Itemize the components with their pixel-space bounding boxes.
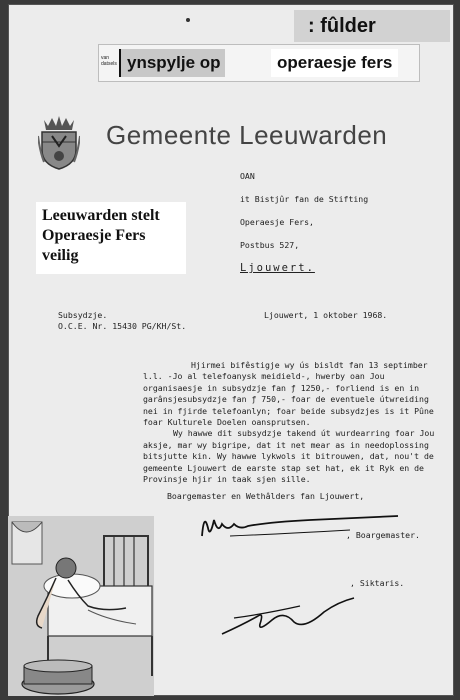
recipient-address bbox=[240, 170, 440, 285]
address-line4: Postbus 527, bbox=[240, 240, 300, 250]
address-line2: it Bistjûr fan de Stifting bbox=[240, 194, 369, 204]
letter-date: Ljouwert, 1 oktober 1968. bbox=[264, 310, 388, 320]
reference-block bbox=[58, 310, 218, 332]
clipping-headline-part2: operaesje fers bbox=[271, 49, 398, 77]
mayor-role: , Boargemaster. bbox=[346, 530, 420, 540]
side-headline-line2: Operaesje Fers bbox=[42, 227, 146, 244]
newspaper-side-headline bbox=[36, 202, 186, 274]
coat-of-arms-icon bbox=[38, 116, 80, 170]
mayor-signature-icon bbox=[200, 506, 400, 546]
letter-page bbox=[8, 4, 454, 696]
address-line3: Operaesje Fers, bbox=[240, 217, 314, 227]
side-headline-line3: veilig bbox=[42, 247, 79, 264]
ink-dot bbox=[186, 18, 190, 22]
letterhead-title: Gemeente Leeuwarden bbox=[106, 120, 388, 150]
side-headline-line1: Leeuwarden stelt bbox=[42, 207, 160, 224]
address-line1: OAN bbox=[240, 171, 255, 181]
reference-number: O.C.E. Nr. 15430 PG/KH/St. bbox=[58, 321, 187, 331]
secretary-role: , Siktaris. bbox=[350, 578, 405, 588]
clipping-headline-strip bbox=[98, 44, 420, 82]
reference-subject: Subsydzje. bbox=[58, 310, 108, 320]
secretary-signature-icon bbox=[214, 594, 364, 640]
illustration-woman-in-bed-icon bbox=[8, 516, 154, 696]
body-closing: Boargemaster en Wethâlders fan Ljouwert, bbox=[167, 491, 365, 502]
clipping-headline-part1: ynspylje op bbox=[119, 49, 225, 77]
address-city: Ljouwert. bbox=[240, 262, 315, 274]
body-paragraph-2: Wy hawwe dit subsydzje takend út wurdearring foar Jou aksje, mar wy bigripe, dat it net mear as in needoplossing bitsjutte kin. Wy hawwe lykwols it bitrouwen, dat, nou't de gemeente Ljouwert de earste stap set hat, ek it Ryk en de Provinsje hjir in taak sjen sille. bbox=[143, 428, 435, 485]
body-paragraph-1: Hjirmei bifêstigje wy ús bisldt fan 13 septimber l.l. -Jo al telefoanysk meidield-, hwerby oan Jou organisaesje in subsydzje fan ƒ 1250,- forliend is en in garânsjesubsydzje fan ƒ 750,- foar de eventuele útwreiding nei in fjirde telefoanlyn; foar beide subsydzjes is it Pûne foar Kulturele Doelen oansprutsen. bbox=[143, 360, 434, 428]
clipping-small-text: van datsels bbox=[101, 55, 117, 67]
clipping-headline-top: : fûlder bbox=[294, 10, 450, 42]
letter-body bbox=[143, 360, 439, 503]
